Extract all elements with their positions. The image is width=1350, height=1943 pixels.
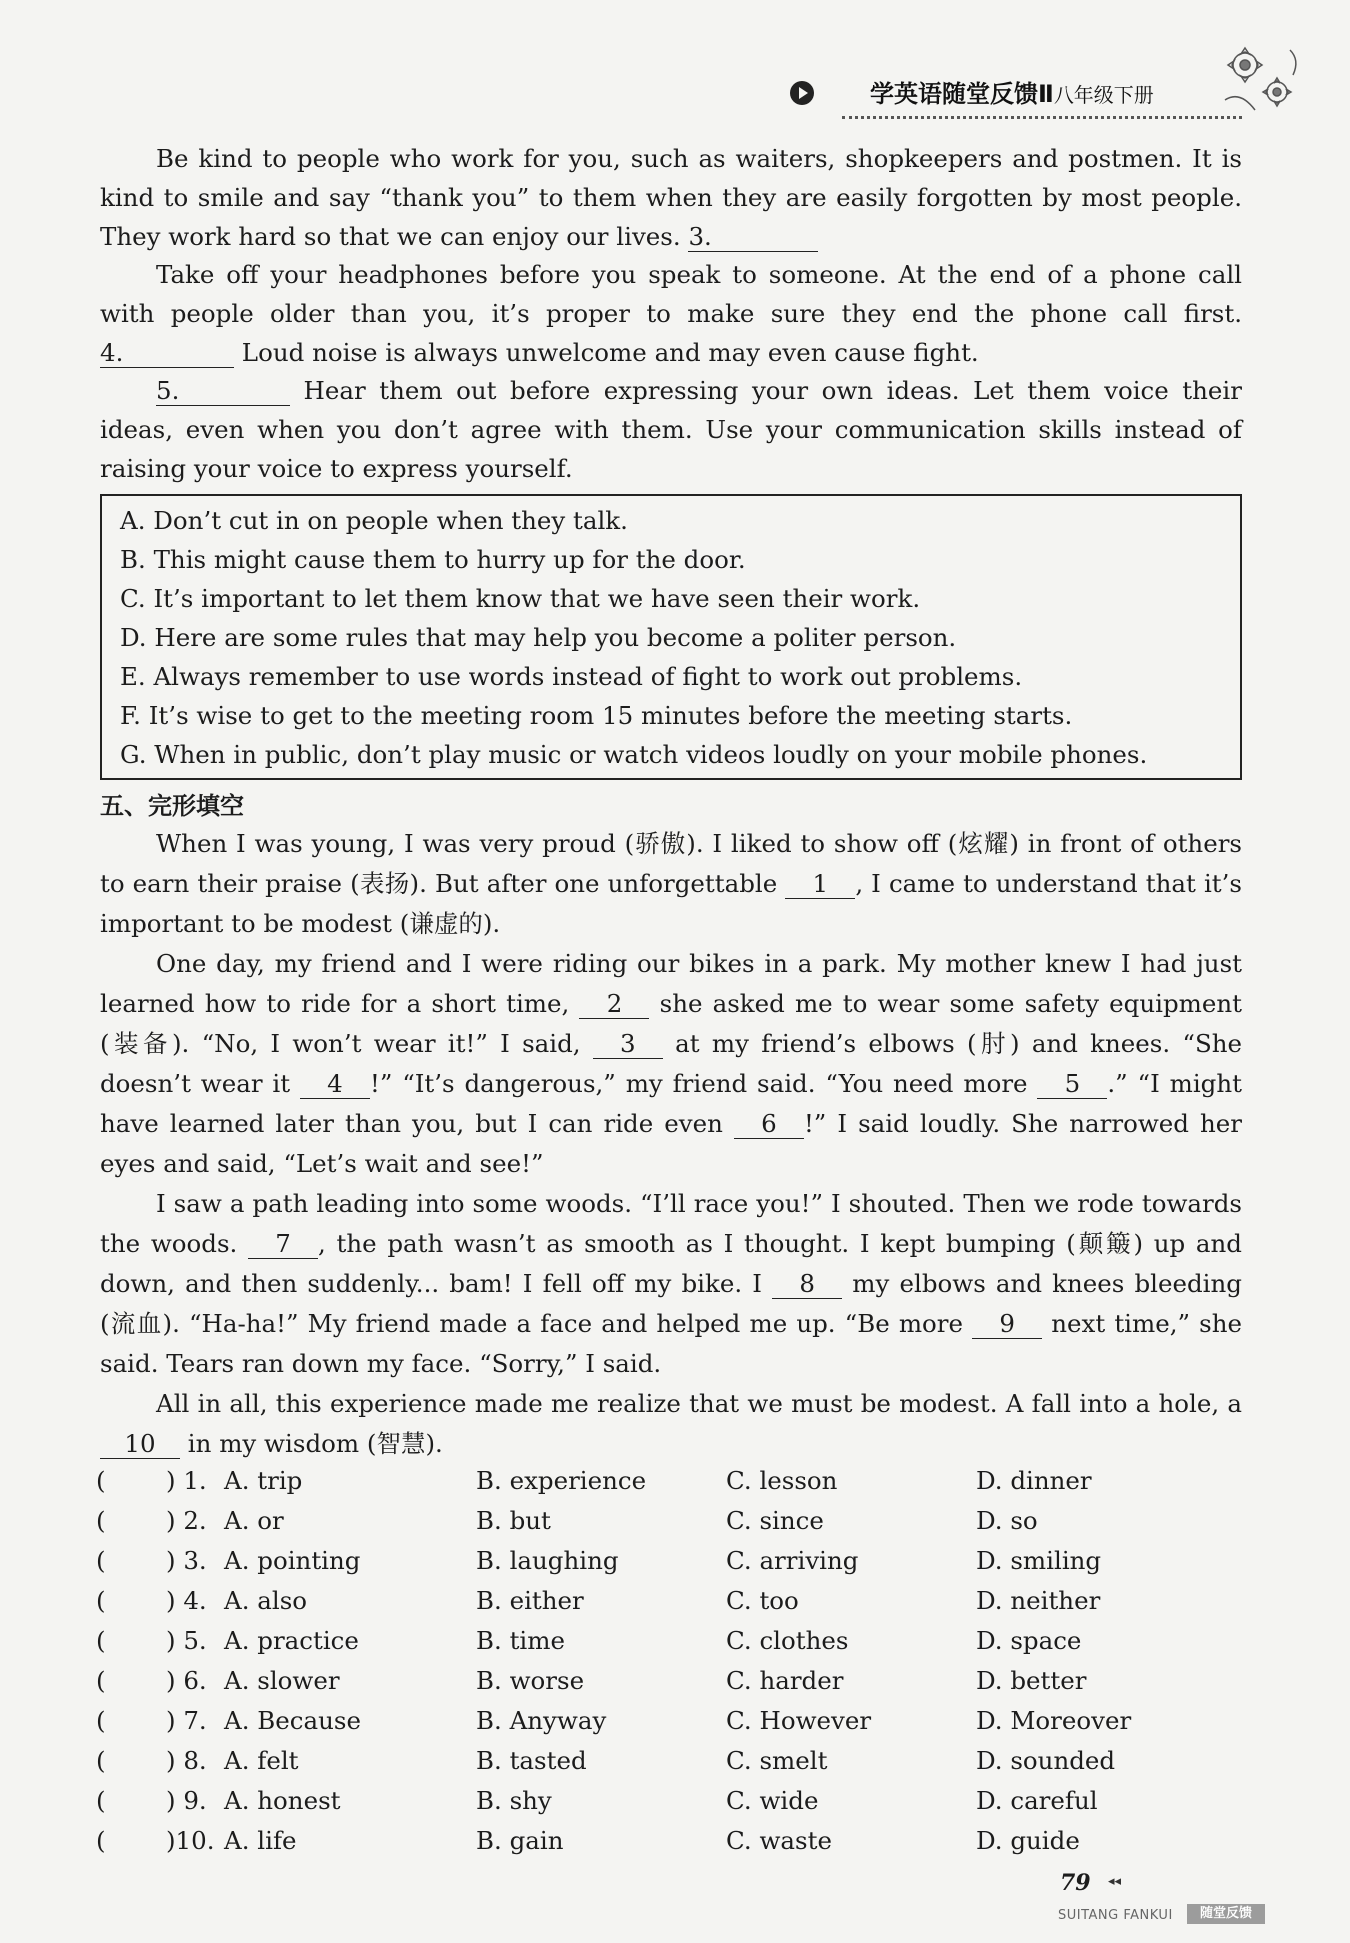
choice-a: A. felt: [224, 1746, 299, 1775]
paragraph-text: , the path wasn’t as smooth as I thought. I kept bumping (颠簸) up and down, and then suddenly... bam! I fell off my bike. I: [100, 1229, 1242, 1298]
choice-d: D. Moreover: [976, 1706, 1132, 1735]
choice-d: D. sounded: [976, 1746, 1116, 1775]
paragraph-text: Take off your headphones before you speak to someone. At the end of a phone call with people older than you, it’s proper to make sure they end the phone call first.: [100, 260, 1242, 328]
answer-paren[interactable]: (: [96, 1506, 106, 1535]
question-number: ) 5.: [166, 1626, 207, 1655]
blank-number: 3.: [688, 221, 712, 251]
paragraph-text: I saw a path leading into some woods. “I’ll race you!” I shouted. Then we rode towards the woods.: [100, 1189, 1242, 1258]
choice-b: B. laughing: [476, 1546, 619, 1575]
header-title: [870, 74, 1154, 109]
answer-paren[interactable]: (: [96, 1466, 106, 1495]
choice-a: A. life: [224, 1826, 297, 1855]
paragraph-text: .” “I might have learned later than you, but I can ride even: [100, 1069, 1242, 1138]
question-row: [96, 1546, 1246, 1586]
paragraph-text: she asked me to wear some safety equipment (装备). “No, I won’t wear it!” I said,: [100, 989, 1243, 1058]
option-g: G. When in public, don’t play music or watch videos loudly on your mobile phones.: [120, 740, 1148, 769]
question-number: ) 8.: [166, 1746, 207, 1775]
choice-a: A. also: [224, 1586, 308, 1615]
option-a: A. Don’t cut in on people when they talk.: [120, 506, 628, 535]
reading-paragraph-1: [100, 140, 1242, 256]
option-e: E. Always remember to use words instead of fight to work out problems.: [120, 662, 1023, 691]
choice-d: D. smiling: [976, 1546, 1102, 1575]
choice-a: A. practice: [224, 1626, 359, 1655]
answer-paren[interactable]: (: [96, 1586, 106, 1615]
paragraph-text: Hear them out before expressing your own ideas. Let them voice their ideas, even when you don’t agree with them. Use your communication skills instead of raising your voice to express yourself.: [100, 376, 1242, 483]
choice-b: B. experience: [476, 1466, 647, 1495]
paragraph-text: When I was young, I was very proud (骄傲). I liked to show off (炫耀) in front of others to earn their praise (表扬). But after one unforgettable: [100, 829, 1242, 898]
choice-a: A. pointing: [224, 1546, 361, 1575]
choice-a: A. trip: [224, 1466, 303, 1495]
choice-a: A. slower: [224, 1666, 340, 1695]
answer-paren[interactable]: (: [96, 1626, 106, 1655]
choice-c: C. since: [726, 1506, 824, 1535]
choice-c: C. harder: [726, 1666, 844, 1695]
answer-blank-3[interactable]: [688, 223, 818, 252]
question-row: [96, 1626, 1246, 1666]
answer-paren[interactable]: (: [96, 1546, 106, 1575]
answer-paren[interactable]: (: [96, 1706, 106, 1735]
cloze-blank-6[interactable]: 6: [734, 1110, 804, 1139]
page-header: [790, 70, 1250, 124]
choice-b: B. but: [476, 1506, 551, 1535]
question-row: [96, 1706, 1246, 1746]
reading-paragraph-2: [100, 256, 1242, 372]
choice-d: D. dinner: [976, 1466, 1092, 1495]
choice-c: C. waste: [726, 1826, 832, 1855]
choice-c: C. However: [726, 1706, 872, 1735]
paragraph-text: All in all, this experience made me realize that we must be modest. A fall into a hole, a: [156, 1389, 1242, 1418]
choice-a: A. Because: [224, 1706, 361, 1735]
paragraph-text: !” I said loudly. She narrowed her eyes and said, “Let’s wait and see!”: [100, 1109, 1243, 1178]
paragraph-text: Be kind to people who work for you, such as waiters, shopkeepers and postmen. It is kind to smile and say “thank you” to them when they are easily forgotten by most people. They work hard so that we can enjoy our lives.: [100, 144, 1242, 251]
option-c: C. It’s important to let them know that we have seen their work.: [120, 584, 921, 613]
question-number: ) 4.: [166, 1586, 207, 1615]
answer-paren[interactable]: (: [96, 1786, 106, 1815]
question-number: ) 6.: [166, 1666, 207, 1695]
question-row: [96, 1666, 1246, 1706]
options-box: [100, 494, 1242, 780]
footer-label: SUITANG FANKUI: [1058, 1908, 1173, 1923]
choice-c: C. too: [726, 1586, 799, 1615]
cloze-paragraph-4: [100, 1384, 1242, 1464]
paragraph-text: at my friend’s elbows (肘) and knees. “She doesn’t wear it: [100, 1029, 1243, 1098]
question-number: ) 1.: [166, 1466, 207, 1495]
choice-a: A. honest: [224, 1786, 341, 1815]
choice-d: D. so: [976, 1506, 1038, 1535]
cloze-blank-5[interactable]: 5: [1037, 1070, 1107, 1099]
question-number: ) 9.: [166, 1786, 207, 1815]
question-number: ) 2.: [166, 1506, 207, 1535]
double-arrow-left-icon: ◂◂: [1108, 1874, 1122, 1889]
question-row: [96, 1786, 1246, 1826]
answer-paren[interactable]: (: [96, 1826, 106, 1855]
choice-c: C. wide: [726, 1786, 819, 1815]
choice-d: D. better: [976, 1666, 1087, 1695]
cloze-blank-9[interactable]: 9: [972, 1310, 1042, 1339]
question-row: [96, 1746, 1246, 1786]
question-row: [96, 1466, 1246, 1506]
answer-paren[interactable]: (: [96, 1666, 106, 1695]
paragraph-text: in my wisdom (智慧).: [187, 1429, 443, 1458]
cloze-paragraph-1: [100, 824, 1242, 944]
cloze-paragraph-3: [100, 1184, 1242, 1384]
paragraph-text: , I came to understand that it’s important to be modest (谦虚的).: [100, 869, 1242, 938]
choice-b: B. tasted: [476, 1746, 587, 1775]
option-b: B. This might cause them to hurry up for the door.: [120, 545, 746, 574]
book-title: 学英语随堂反馈Ⅱ: [870, 80, 1054, 108]
question-row: [96, 1586, 1246, 1626]
reading-paragraph-3: [100, 372, 1242, 488]
question-number: ) 3.: [166, 1546, 207, 1575]
choice-b: B. shy: [476, 1786, 552, 1815]
question-number: ) 7.: [166, 1706, 207, 1735]
cloze-blank-8[interactable]: 8: [772, 1270, 842, 1299]
paragraph-text: next time,” she said. Tears ran down my face. “Sorry,” I said.: [100, 1309, 1243, 1378]
choice-b: B. time: [476, 1626, 565, 1655]
cloze-blank-10[interactable]: 10: [100, 1430, 180, 1459]
choice-d: D. neither: [976, 1586, 1101, 1615]
choice-c: C. arriving: [726, 1546, 859, 1575]
choice-b: B. either: [476, 1586, 584, 1615]
choice-a: A. or: [224, 1506, 284, 1535]
choice-d: D. space: [976, 1626, 1082, 1655]
answer-paren[interactable]: (: [96, 1746, 106, 1775]
blank-number: 5.: [156, 376, 180, 405]
cloze-paragraph-2: [100, 944, 1242, 1184]
cloze-blank-7[interactable]: 7: [248, 1230, 318, 1259]
question-row: [96, 1506, 1246, 1546]
cloze-blank-3[interactable]: 3: [593, 1030, 663, 1059]
header-dotted-rule: [842, 116, 1242, 119]
paragraph-text: !” “It’s dangerous,” my friend said. “You need more: [369, 1069, 1028, 1098]
paragraph-text: my elbows and knees bleeding (流血). “Ha-ha!” My friend made a face and helped me up. “Be more: [100, 1269, 1242, 1338]
choice-c: C. lesson: [726, 1466, 838, 1495]
answer-blank-5[interactable]: [156, 377, 290, 406]
section-title: 五、完形填空: [100, 792, 244, 820]
sunflower-decoration-icon: [1205, 30, 1315, 140]
choice-d: D. guide: [976, 1826, 1080, 1855]
choice-b: B. Anyway: [476, 1706, 607, 1735]
grade-label: 八年级下册: [1053, 83, 1154, 107]
footer-badge: 随堂反馈: [1187, 1904, 1265, 1924]
paragraph-text: Loud noise is always unwelcome and may even cause fight.: [241, 337, 979, 367]
question-row: [96, 1826, 1246, 1866]
cloze-blank-1[interactable]: 1: [785, 870, 855, 899]
choice-b: B. gain: [476, 1826, 564, 1855]
option-d: D. Here are some rules that may help you become a politer person.: [120, 623, 957, 652]
page-number: 79: [1060, 1870, 1091, 1896]
choice-b: B. worse: [476, 1666, 585, 1695]
cloze-blank-2[interactable]: 2: [579, 990, 649, 1019]
play-circle-icon: [790, 81, 814, 105]
answer-blank-4[interactable]: [100, 339, 234, 368]
question-number: )10.: [166, 1826, 215, 1855]
cloze-blank-4[interactable]: 4: [300, 1070, 370, 1099]
choice-c: C. smelt: [726, 1746, 828, 1775]
paragraph-text: One day, my friend and I were riding our bikes in a park. My mother knew I had just learned how to ride for a short time,: [100, 949, 1242, 1018]
choice-d: D. careful: [976, 1786, 1098, 1815]
choice-c: C. clothes: [726, 1626, 849, 1655]
option-f: F. It’s wise to get to the meeting room 15 minutes before the meeting starts.: [120, 701, 1073, 730]
blank-number: 4.: [100, 337, 124, 367]
